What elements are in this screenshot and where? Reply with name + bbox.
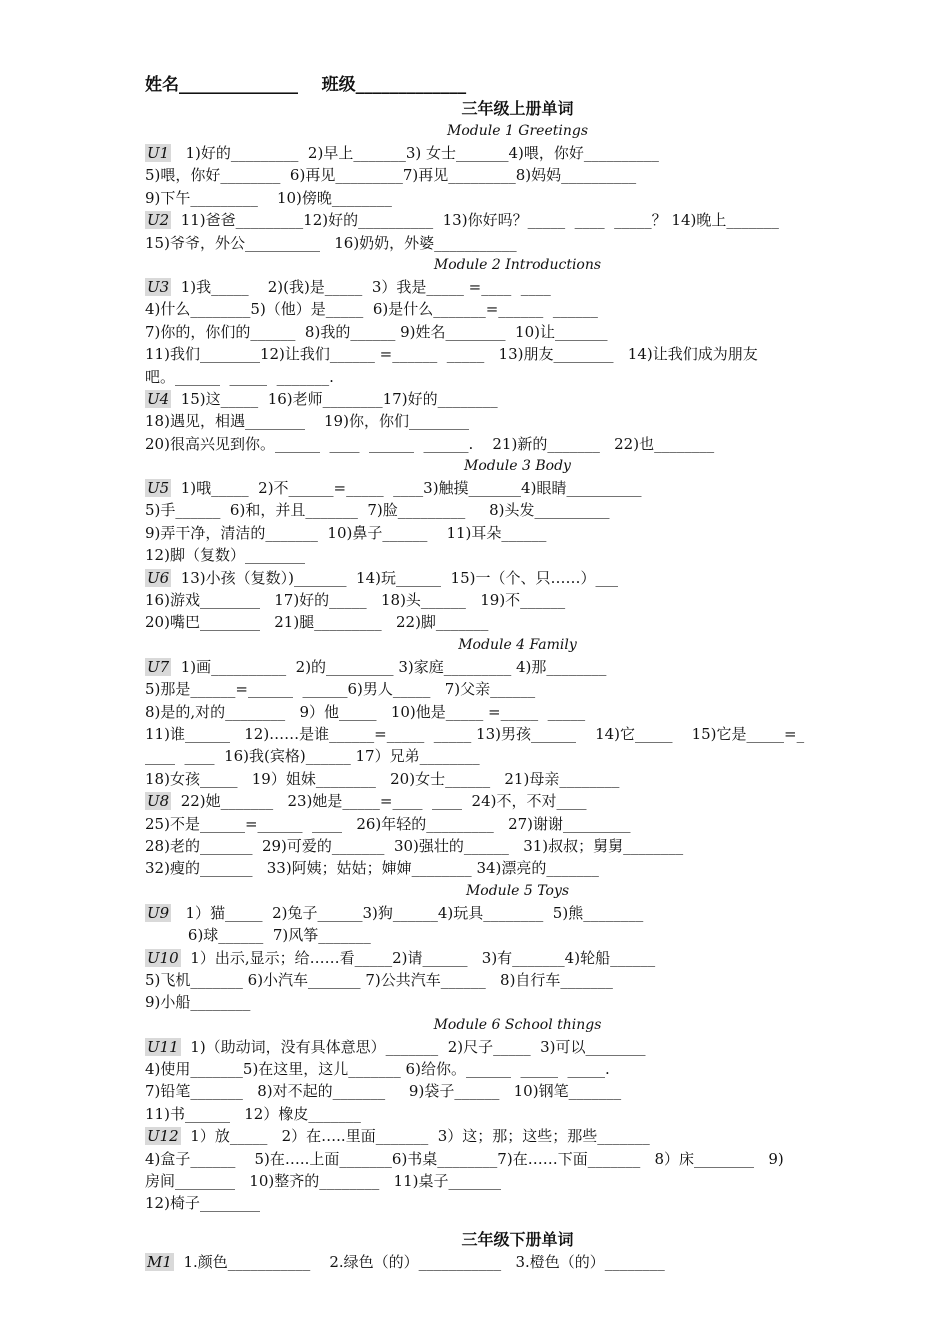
word-line [145, 656, 890, 678]
word-line [145, 477, 890, 499]
word-line-text: 1)哦_____ 2)不______=_____ ____3)触摸_______4)眼睛__________ [171, 479, 642, 498]
word-line-text: 7)铅笔_______ 8)对不起的_______ 9)袋子______ 10)钢笔_______ [145, 1082, 622, 1101]
word-line [145, 947, 890, 969]
word-line-text: 1）出示,显示；给……看_____2)请______ 3)有_______4)轮船______ [180, 948, 656, 967]
word-line-text: 12)椅子________ [145, 1194, 260, 1213]
word-line-text: 1)我_____ 2)(我)是_____ 3）我是_____ =____ ____ [171, 277, 551, 296]
word-line [145, 366, 890, 388]
word-line-text: ____ ____ 16)我(宾格)______ 17）兄弟________ [145, 747, 480, 766]
worksheet [145, 72, 890, 1273]
word-line-text: 18)女孩_____ 19）姐妹________ 20)女士______ 21)母亲________ [145, 769, 620, 788]
unit-label: U9 [147, 903, 170, 922]
word-line [145, 499, 890, 521]
word-line [145, 678, 890, 700]
unit-label: U5 [147, 479, 170, 498]
word-line [145, 209, 890, 231]
word-line [145, 276, 890, 298]
word-line-text: 1.颜色___________ 2.绿色（的）___________ 3.橙色（的）________ [173, 1252, 665, 1271]
word-line-text: 20)很高兴见到你。______ ____ ______ ______. 21)新的_______ 22)也________ [145, 434, 715, 453]
word-line [145, 1148, 890, 1170]
word-line [145, 164, 890, 186]
word-line-text: 11)我们________12)让我们______ =______ _____ 13)朋友________ 14)让我们成为朋友 [145, 345, 758, 364]
word-line [145, 433, 890, 455]
module-heading: Module 4 Family [458, 636, 577, 653]
section-gap [145, 1215, 890, 1229]
lower-word-list [145, 1251, 890, 1273]
word-line [145, 969, 890, 991]
word-line [145, 813, 890, 835]
word-line-text: 8)是的,对的________ 9）他_____ 10)他是_____ =_____ _____ [145, 702, 586, 721]
module-heading: Module 1 Greetings [446, 123, 589, 139]
word-line-text: 5)飞机_______ 6)小汽车_______ 7)公共汽车______ 8)自行车_______ [145, 970, 613, 989]
word-line-text: 1)（助动词，没有具体意思）_______ 2)尺子_____ 3)可以________ [180, 1037, 646, 1056]
word-line [145, 701, 890, 723]
word-line-text: 房间________ 10)整齐的________ 11)桌子_______ [145, 1172, 501, 1191]
unit-label: U7 [147, 657, 170, 676]
word-line [145, 790, 890, 812]
word-line [145, 745, 890, 767]
word-line [145, 1103, 890, 1125]
module-heading: Module 3 Body [464, 458, 571, 475]
unit-label: U10 [147, 948, 179, 967]
word-line [145, 1036, 890, 1058]
word-line [145, 1251, 890, 1273]
word-line-text: 1）猫_____ 2)兔子______3)狗______4)玩具________ 5)熊________ [171, 903, 644, 922]
word-line [145, 924, 890, 946]
lower-title: 三年级下册单词 [461, 1229, 574, 1249]
word-line-text: 9)下午_________ 10)傍晚________ [145, 188, 392, 207]
word-line [145, 388, 890, 410]
word-line-text: 9)小船________ [145, 993, 251, 1012]
word-line-text: 6)球______ 7)风筝_______ [145, 926, 371, 945]
word-line-text: 9)弄干净，清洁的_______ 10)鼻子______ 11)耳朵______ [145, 523, 547, 542]
word-line [145, 410, 890, 432]
word-line-text: 5)喂，你好________ 6)再见_________7)再见_________8)妈妈__________ [145, 166, 637, 185]
module-heading: Module 5 Toys [465, 882, 570, 899]
word-line-text: 22)她_______ 23)她是_____=____ ____ 24)不，不对____ [171, 792, 587, 811]
word-line [145, 232, 890, 254]
module-heading: Module 6 School things [433, 1016, 602, 1033]
word-line-text: 11)爸爸_________12)好的__________ 13)你好吗？_____ ____ _____？ 14)晚上_______ [171, 211, 779, 230]
word-line-text: 11)书______ 12）橡皮_______ [145, 1104, 361, 1123]
word-line-text: 7)你的，你们的______ 8)我的______ 9)姓名________ 10)让_______ [145, 322, 608, 341]
upper-title: 三年级上册单词 [461, 99, 574, 118]
unit-label: U1 [147, 144, 170, 162]
word-line-text: 15)这_____ 16)老师________17)好的________ [171, 389, 498, 408]
word-line-text: 4)盒子______ 5)在…..上面_______6)书桌________7)在……下面_______ 8）床________ 9) [145, 1149, 784, 1168]
word-line-text: 11)谁______ 12)……是谁______=_____ _____ 13)男孩______ 14)它_____ 15)它是_____=_ [145, 724, 805, 743]
unit-label: U6 [147, 568, 170, 587]
word-line [145, 857, 890, 879]
word-line [145, 567, 890, 589]
unit-label: U3 [147, 277, 170, 296]
word-line [145, 1125, 890, 1147]
word-line [145, 1080, 890, 1102]
word-line [145, 343, 890, 365]
word-line-text: 5)那是______=______ ______6)男人_____ 7)父亲______ [145, 680, 536, 699]
upper-word-list [145, 120, 890, 1215]
word-line [145, 1170, 890, 1192]
word-line-text: 32)瘦的_______ 33)阿姨；姑姑；婶婶________ 34)漂亮的_______ [145, 859, 599, 878]
module-heading: Module 2 Introductions [433, 256, 602, 273]
unit-label: U8 [147, 792, 170, 811]
unit-label: U2 [147, 211, 170, 230]
word-line-text: 20)嘴巴________ 21)腿_________ 22)脚_______ [145, 613, 489, 632]
word-line [145, 187, 890, 209]
word-line [145, 589, 890, 611]
word-line-text: 12)脚（复数）________ [145, 546, 305, 565]
word-line [145, 544, 890, 566]
unit-label: M1 [147, 1252, 172, 1271]
word-line-text: 15)爷爷，外公__________ 16)奶奶，外婆___________ [145, 233, 517, 252]
word-line [145, 768, 890, 790]
word-line-text: 5)手______ 6)和，并且_______ 7)脸_________ 8)头发__________ [145, 501, 610, 520]
word-line [145, 142, 890, 164]
word-line [145, 522, 890, 544]
word-line [145, 835, 890, 857]
word-line-text: 4)使用_______5)在这里，这儿_______ 6)给你。______ _____ _____. [145, 1060, 610, 1079]
word-line-text: 4)什么________5)（他）是_____ 6)是什么_______=______ ______ [145, 300, 598, 319]
word-line [145, 1058, 890, 1080]
word-line-text: 16)游戏________ 17)好的_____ 18)头______ 19)不______ [145, 591, 566, 610]
word-line [145, 298, 890, 320]
word-line-text: 1)画__________ 2)的_________ 3)家庭_________ 4)那________ [171, 657, 607, 676]
word-line [145, 991, 890, 1013]
unit-label: U11 [147, 1037, 179, 1056]
unit-label: U4 [147, 389, 170, 408]
word-line [145, 902, 890, 924]
unit-label: U12 [147, 1127, 179, 1146]
word-line [145, 1192, 890, 1214]
word-line [145, 723, 890, 745]
word-line [145, 321, 890, 343]
word-line-text: 25)不是______=______ ____ 26)年轻的_________ 27)谢谢_________ [145, 814, 631, 833]
word-line-text: 1)好的_________ 2)早上_______3) 女士_______4)喂，你好__________ [171, 144, 659, 162]
word-line-text: 吧。______ _____ _______. [145, 367, 334, 386]
word-line [145, 611, 890, 633]
name-class-header: 姓名______________ 班级_____________ [145, 75, 467, 95]
word-line-text: 28)老的_______ 29)可爱的_______ 30)强壮的______ 31)叔叔；舅舅________ [145, 836, 684, 855]
word-line-text: 13)小孩（复数）)_______ 14)玩______ 15)一（个、只……）___ [171, 568, 618, 587]
word-line-text: 18)遇见，相遇________ 19)你，你们________ [145, 412, 469, 431]
word-line-text: 1）放_____ 2）在…..里面_______ 3）这；那；这些；那些_______ [180, 1127, 650, 1146]
